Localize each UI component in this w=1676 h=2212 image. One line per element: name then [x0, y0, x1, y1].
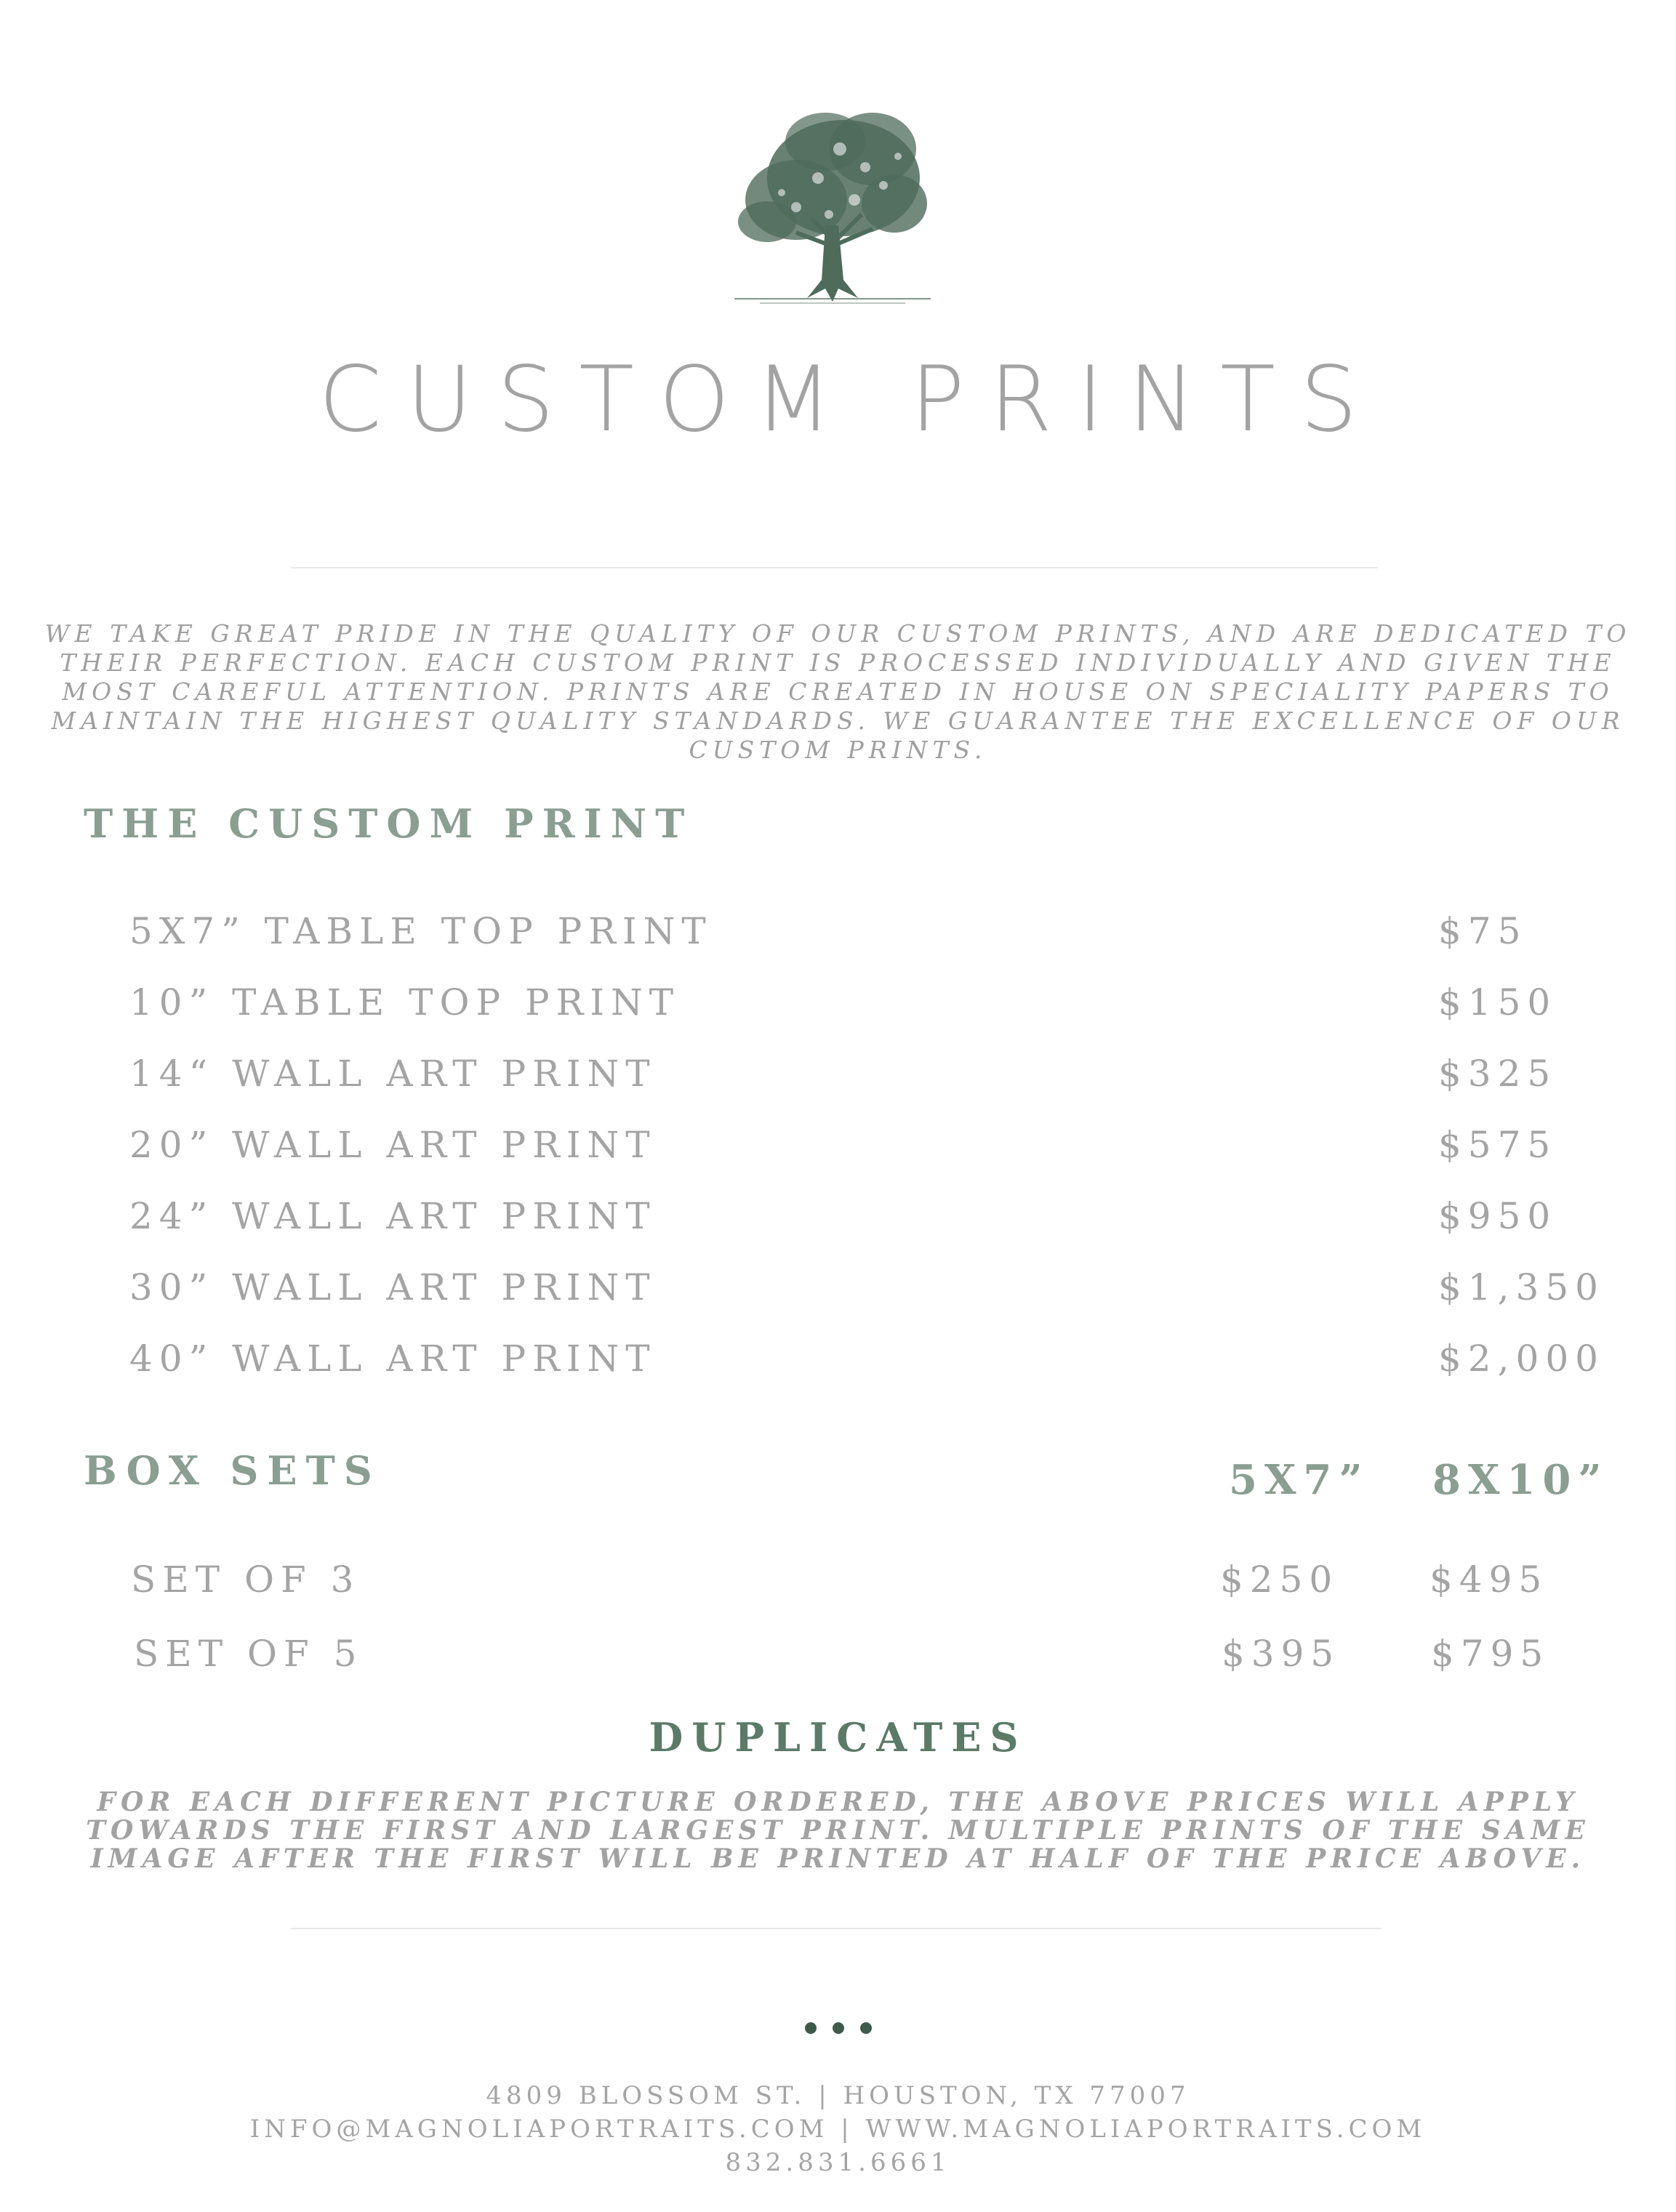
price-row-label: 40” WALL ART PRINT — [129, 1338, 657, 1380]
box-sets-column-8x10: 8X10” — [1432, 1456, 1609, 1504]
oak-tree-icon — [716, 98, 942, 316]
price-row-label: 24” WALL ART PRINT — [129, 1195, 657, 1237]
intro-text: WE TAKE GREAT PRIDE IN THE QUALITY OF OUR CUSTOM PRINTS, AND ARE DEDICATED TO THEIR PERFECTION. EACH CUSTOM PRINT IS PROCESSED INDIVIDUALLY AND GIVEN THE MOST CAREFUL ATTENTION. PRINTS ARE CREATED IN HOUSE ON SPECIALITY PAPERS TO MAINTAIN THE HIGHEST QUALITY STANDARDS. WE GUARANTEE THE EXCELLENCE OF OUR CUSTOM PRINTS. — [44, 619, 1632, 764]
divider-bottom — [291, 1928, 1382, 1929]
price-row-label: 14“ WALL ART PRINT — [129, 1053, 657, 1095]
box-set-row-label: SET OF 3 — [131, 1559, 361, 1601]
price-row-price: $1,350 — [1438, 1266, 1605, 1308]
price-row-price: $950 — [1438, 1195, 1557, 1237]
price-row-label: 10” TABLE TOP PRINT — [129, 981, 681, 1023]
price-row-price: $575 — [1438, 1124, 1557, 1166]
price-row-price: $75 — [1438, 910, 1528, 952]
custom-print-heading: THE CUSTOM PRINT — [84, 800, 694, 847]
dot-icon — [833, 2022, 844, 2034]
box-sets-heading: BOX SETS — [84, 1447, 381, 1494]
divider-top — [291, 567, 1378, 568]
dot-icon — [805, 2022, 817, 2034]
price-row-label: 30” WALL ART PRINT — [129, 1266, 657, 1308]
box-set-price-5x7: $250 — [1220, 1559, 1339, 1601]
duplicates-text: FOR EACH DIFFERENT PICTURE ORDERED, THE ABOVE PRICES WILL APPLY TOWARDS THE FIRST AND LARGEST PRINT. MULTIPLE PRINTS OF THE SAME IMAGE AFTER THE FIRST WILL BE PRINTED AT HALF OF THE PRICE ABOVE. — [86, 1787, 1590, 1874]
box-set-price-5x7: $395 — [1222, 1633, 1341, 1675]
footer-phone: 832.831.6661 — [725, 2148, 951, 2177]
box-set-price-8x10: $495 — [1430, 1559, 1549, 1601]
footer-contact: INFO@MAGNOLIAPORTRAITS.COM | WWW.MAGNOLIAPORTRAITS.COM — [249, 2115, 1427, 2144]
box-set-price-8x10: $795 — [1431, 1633, 1550, 1675]
price-row-price: $325 — [1438, 1053, 1557, 1095]
box-set-row-label: SET OF 5 — [134, 1633, 364, 1675]
price-row-price: $2,000 — [1438, 1338, 1605, 1380]
price-row-label: 5X7” TABLE TOP PRINT — [129, 910, 713, 952]
footer-address: 4809 BLOSSOM ST. | HOUSTON, TX 77007 — [486, 2081, 1190, 2110]
price-row-price: $150 — [1438, 981, 1557, 1023]
box-sets-column-5x7: 5X7” — [1229, 1456, 1370, 1504]
ellipsis-ornament — [0, 2022, 1676, 2034]
duplicates-heading: DUPLICATES — [649, 1714, 1027, 1761]
price-row-label: 20” WALL ART PRINT — [129, 1124, 657, 1166]
page-title: CUSTOM PRINTS — [318, 347, 1382, 452]
dot-icon — [860, 2022, 872, 2034]
